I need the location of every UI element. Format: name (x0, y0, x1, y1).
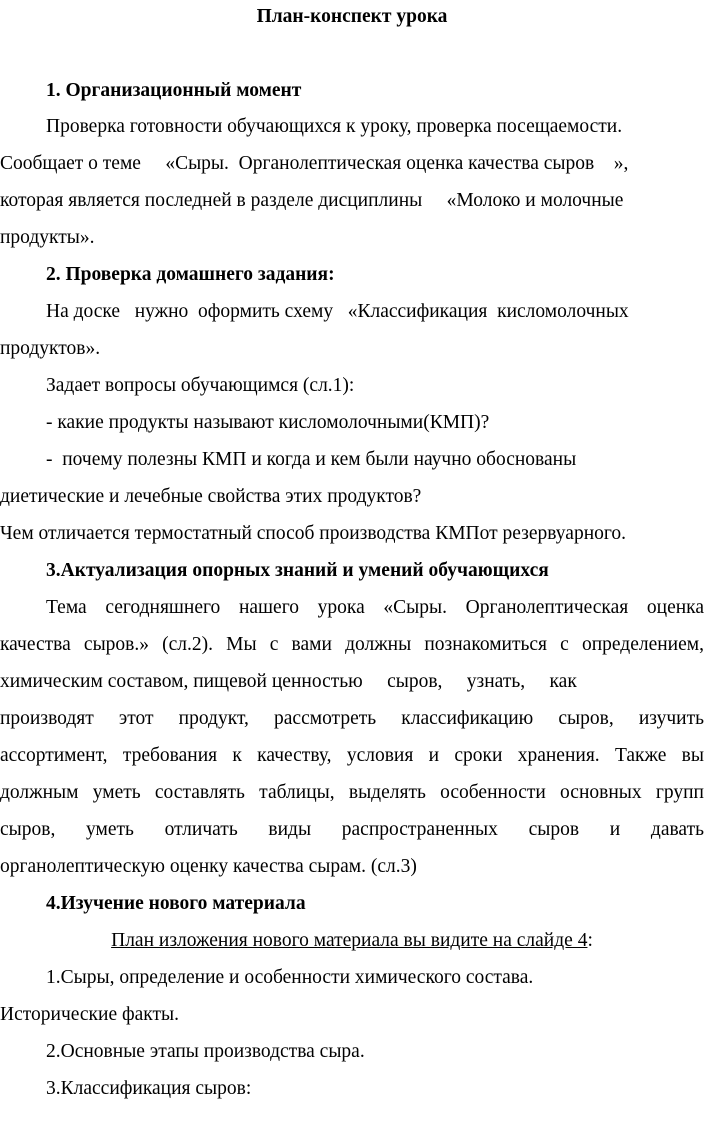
paragraph-line: органолептическую оценку качества сырам. (сл.3) (0, 856, 417, 877)
section-1-heading: 1. Организационный момент (46, 80, 302, 101)
paragraph-line: диетические и лечебные свойства этих продуктов? (0, 486, 422, 507)
section-3-heading: 3.Актуализация опорных знаний и умений обучающихся (46, 560, 549, 581)
plan-underlined-text: План изложения нового материала вы видите на слайде 4 (111, 930, 588, 951)
paragraph-line: На доске нужно оформить схему «Классификация кисломолочных (46, 301, 629, 322)
paragraph-line: Сообщает о теме «Сыры. Органолептическая оценка качества сыров », (0, 153, 629, 174)
document-title: План-конспект урока (256, 6, 448, 27)
paragraph-line: Исторические факты. (0, 1004, 179, 1025)
paragraph-line: Проверка готовности обучающихся к уроку, проверка посещаемости. (46, 116, 623, 137)
paragraph-line: производят этот продукт, рассмотреть классификацию сыров, изучить (0, 708, 704, 729)
list-item: - почему полезны КМП и когда и кем были научно обоснованы (46, 449, 577, 470)
paragraph-line: Тема сегодняшнего нашего урока «Сыры. Органолептическая оценка (46, 597, 704, 618)
paragraph-line: Задает вопросы обучающимся (сл.1): (46, 375, 355, 396)
section-2-heading: 2. Проверка домашнего задания: (46, 264, 335, 285)
paragraph-line: которая является последней в разделе дисциплины «Молоко и молочные (0, 190, 624, 211)
list-item: 2.Основные этапы производства сыра. (46, 1041, 365, 1062)
paragraph-line: продуктов». (0, 338, 101, 359)
plan-line (0, 928, 704, 954)
paragraph-line: качества сыров.» (сл.2). Мы с вами должны познакомиться с определением, (0, 634, 704, 655)
paragraph-line: химическим составом, пищевой ценностью сыров, узнать, как (0, 671, 577, 692)
list-item: - какие продукты называют кисломолочными(КМП)? (46, 412, 490, 433)
plan-colon: : (587, 930, 593, 951)
paragraph-line: ассортимент, требования к качеству, условия и сроки хранения. Также вы (0, 745, 704, 766)
paragraph-line: Чем отличается термостатный способ производства КМПот резервуарного. (0, 523, 627, 544)
section-4-heading: 4.Изучение нового материала (46, 893, 306, 914)
paragraph-line: сыров, уметь отличать виды распространенных сыров и давать (0, 819, 704, 840)
paragraph-line: продукты». (0, 227, 95, 248)
list-item: 3.Классификация сыров: (46, 1078, 252, 1099)
list-item: 1.Сыры, определение и особенности химического состава. (46, 967, 534, 988)
paragraph-line: должным уметь составлять таблицы, выделять особенности основных групп (0, 782, 704, 803)
